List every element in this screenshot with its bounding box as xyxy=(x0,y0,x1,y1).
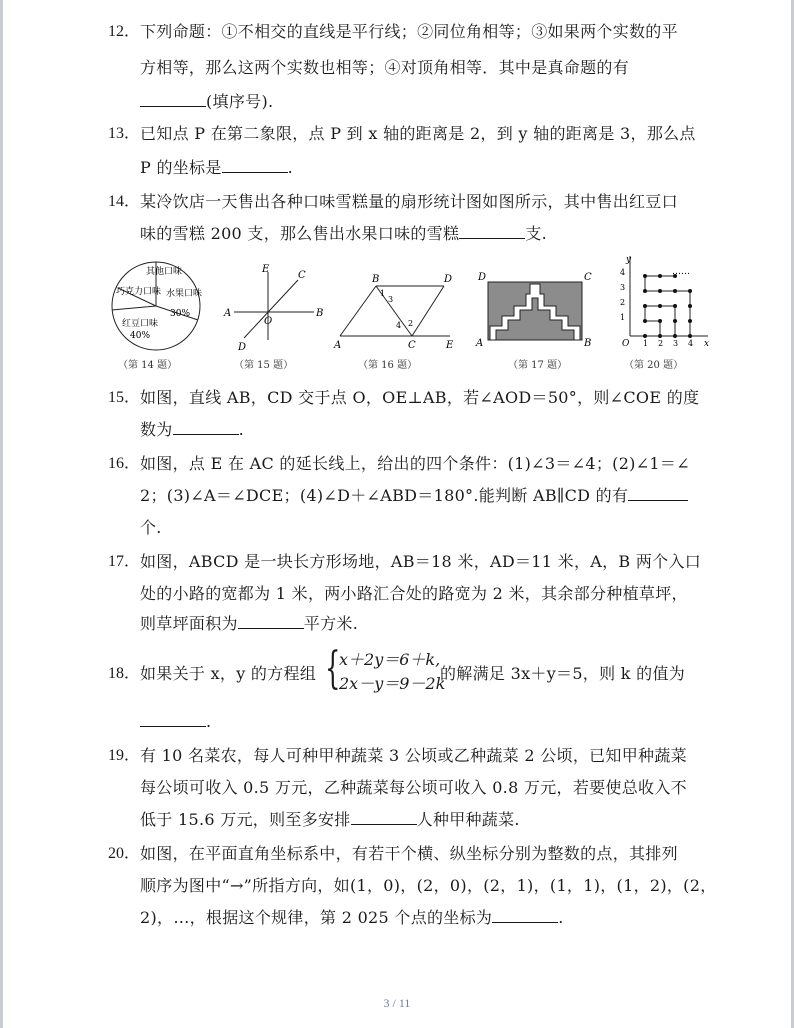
q18-equation-system xyxy=(325,643,446,694)
q17-line1: 如图，ABCD 是一块长方形场地，AB＝18 米，AD＝11 米，A，B 两个入口 xyxy=(140,552,702,571)
q17-answer-blank[interactable] xyxy=(238,614,304,629)
f16-angle-4: 4 xyxy=(396,321,402,330)
q15-figure-caption: （第 15 题） xyxy=(234,360,294,371)
f16-point-d: D xyxy=(444,274,453,285)
q13-number: 13． xyxy=(108,125,141,142)
pie-label-redbean-pct: 40% xyxy=(130,331,151,341)
pie-label-other: 其他口味 xyxy=(146,267,183,277)
q20-line1: 如图，在平面直角坐标系中，有若干个横、纵坐标分别为整数的点，其排列 xyxy=(140,844,678,863)
q16-answer-blank[interactable] xyxy=(628,486,688,501)
pie-label-fruit-pct: 30% xyxy=(170,309,191,319)
f17-point-d: D xyxy=(478,272,487,283)
f16-angle-2: 2 xyxy=(408,319,414,328)
q13-line2: P 的坐标是 . xyxy=(140,158,294,177)
q16-line3: 个. xyxy=(140,518,162,537)
q15-figure xyxy=(222,262,322,352)
q16-line2: 2；(3)∠A＝∠DCE；(4)∠D＋∠ABD＝180°.能判断 AB∥CD 的有 xyxy=(140,486,688,506)
q16-number: 16． xyxy=(108,455,141,472)
q13-answer-blank[interactable] xyxy=(222,158,288,173)
q14-number: 14． xyxy=(108,193,141,210)
q19-line2: 每公顷可收入 0.5 万元，乙种蔬菜每公顷可收入 0.8 万元，若要使总收入不 xyxy=(140,778,687,797)
f20-axis-y: y xyxy=(626,255,632,265)
f20-axis-x: x xyxy=(704,339,710,349)
f20-ellipsis: …… xyxy=(672,267,690,277)
q15-number: 15． xyxy=(108,389,141,406)
q12-line2: 方相等，那么这两个实数也相等；④对顶角相等．其中是真命题的有 xyxy=(140,58,630,77)
pie-label-fruit: 水果口味 xyxy=(166,289,203,299)
q12-number: 12． xyxy=(108,23,141,40)
q20-number: 20． xyxy=(108,845,141,862)
q19-answer-blank[interactable] xyxy=(351,810,417,825)
q14-figure-caption: （第 14 题） xyxy=(118,360,178,371)
pie-label-chocolate: 巧克力口味 xyxy=(116,287,162,297)
q16-figure xyxy=(328,270,458,350)
q17-line2: 处的小路的宽都为 1 米，两小路汇合处的路宽为 2 米，其余部分种植草坪， xyxy=(140,584,688,603)
q15-answer-blank[interactable] xyxy=(173,420,239,435)
f20-ytick-3: 3 xyxy=(620,283,626,292)
f16-angle-3: 3 xyxy=(388,295,394,304)
q18-eq2: 2x－y＝9－2k xyxy=(339,674,446,693)
q12-answer-blank[interactable] xyxy=(140,92,206,107)
f17-point-c: C xyxy=(584,272,592,283)
f15-point-a: A xyxy=(224,308,232,319)
f16-point-c: C xyxy=(408,340,416,351)
f16-point-a: A xyxy=(334,340,342,351)
q16-line1: 如图，点 E 在 AC 的延长线上，给出的四个条件：(1)∠3＝∠4；(2)∠1＝∠ xyxy=(140,454,690,473)
page-border-left xyxy=(0,0,3,1028)
f16-point-b: B xyxy=(372,274,380,285)
q14-answer-blank[interactable] xyxy=(459,224,525,239)
f20-origin: O xyxy=(622,339,630,349)
q18-tail: 的解满足 3x＋y＝5，则 k 的值为 xyxy=(440,664,686,683)
q12-line1: 下列命题：①不相交的直线是平行线；②同位角相等；③如果两个实数的平 xyxy=(140,22,678,41)
q17-number: 17． xyxy=(108,553,141,570)
q14-line1: 某冷饮店一天售出各种口味雪糕量的扇形统计图如图所示，其中售出红豆口 xyxy=(140,192,678,211)
q17-figure-caption: （第 17 题） xyxy=(508,360,568,371)
q20-answer-blank[interactable] xyxy=(492,908,558,923)
f16-point-e: E xyxy=(446,340,454,351)
f20-ytick-4: 4 xyxy=(620,268,626,277)
q17-figure xyxy=(474,268,594,350)
page-number: 3 / 11 xyxy=(383,996,411,1010)
q18-lead: 如果关于 x，y 的方程组 xyxy=(140,664,317,683)
f15-point-b: B xyxy=(316,308,324,319)
f17-point-b: B xyxy=(584,338,592,349)
f15-point-c: C xyxy=(298,270,306,281)
f15-point-o: O xyxy=(264,316,273,327)
q14-line2: 味的雪糕 200 支，那么售出水果口味的雪糕 支. xyxy=(140,224,547,243)
q20-line3: 2)，…，根据这个规律，第 2 025 个点的坐标为 . xyxy=(140,908,564,927)
pie-label-redbean: 红豆口味 xyxy=(122,319,159,329)
f16-angle-1: 1 xyxy=(380,289,386,298)
q15-line2: 数为 . xyxy=(140,420,244,439)
q19-line1: 有 10 名菜农，每人可种甲种蔬菜 3 公顷或乙种蔬菜 2 公顷，已知甲种蔬菜 xyxy=(140,746,687,765)
f17-point-a: A xyxy=(476,338,484,349)
f20-xtick-4: 4 xyxy=(688,339,694,348)
q14-pie-figure xyxy=(108,258,204,354)
q19-number: 19． xyxy=(108,747,141,764)
f20-xtick-3: 3 xyxy=(673,339,679,348)
q20-figure xyxy=(616,252,712,350)
f20-xtick-2: 2 xyxy=(658,339,664,348)
q18-brace-icon: { xyxy=(325,643,341,694)
q15-line1: 如图，直线 AB，CD 交于点 O，OE⊥AB，若∠AOD＝50°，则∠COE 的度 xyxy=(140,388,700,407)
f20-ytick-2: 2 xyxy=(620,298,626,307)
q18-number: 18． xyxy=(108,665,141,682)
f20-ytick-1: 1 xyxy=(620,313,626,322)
q18-line2: . xyxy=(140,712,211,732)
f20-xtick-1: 1 xyxy=(643,339,649,348)
q20-figure-caption: （第 20 题） xyxy=(624,360,684,371)
q18-eq1: x＋2y＝6＋k, xyxy=(339,650,441,669)
q16-figure-caption: （第 16 题） xyxy=(358,360,418,371)
q17-line3: 则草坪面积为 平方米. xyxy=(140,614,359,633)
q18-answer-blank[interactable] xyxy=(140,712,206,727)
q12-line3: (填序号). xyxy=(140,92,273,112)
q19-line3: 低于 15.6 万元，则至多安排 人种甲种蔬菜. xyxy=(140,810,520,829)
q20-line2: 顺序为图中“→”所指方向，如(1，0)，(2，0)，(2，1)，(1，1)，(1，2)，(2， xyxy=(140,876,717,895)
f15-point-e: E xyxy=(262,264,270,275)
f15-point-d: D xyxy=(238,342,247,353)
q13-line1: 已知点 P 在第二象限，点 P 到 x 轴的距离是 2，到 y 轴的距离是 3，那么点 xyxy=(140,124,696,143)
